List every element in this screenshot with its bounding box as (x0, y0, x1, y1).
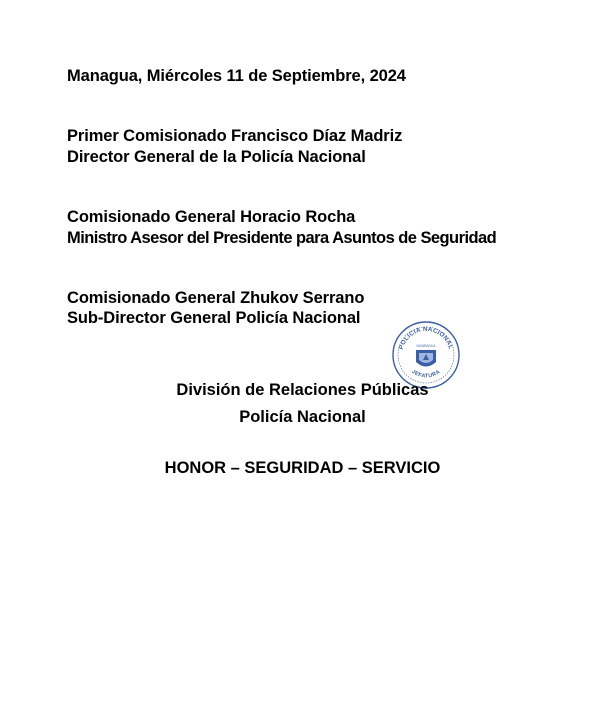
signatory-3-name: Comisionado General Zhukov Serrano (67, 289, 365, 307)
svg-text:JEFATURA (410, 369, 441, 380)
signatory-2-name: Comisionado General Horacio Rocha (67, 208, 356, 226)
date-line: Managua, Miércoles 11 de Septiembre, 2024 (67, 67, 406, 85)
motto: HONOR – SEGURIDAD – SERVICIO (164, 459, 441, 477)
institution-name: Policía Nacional (239, 408, 366, 426)
signatory-1-title: Director General de la Policía Nacional (67, 148, 366, 166)
seal-bottom-text: JEFATURA (410, 368, 442, 380)
signatory-1-name: Primer Comisionado Francisco Díaz Madriz (67, 127, 403, 145)
seal-sub-text: NICARAGUA (416, 344, 436, 348)
division-name: División de Relaciones Públicas (176, 381, 429, 399)
signatory-2-title: Ministro Asesor del Presidente para Asuntos de Seguridad (67, 229, 497, 247)
seal-top-text: POLICIA NACIONAL (397, 325, 455, 351)
signatory-3-title: Sub-Director General Policía Nacional (67, 309, 361, 327)
